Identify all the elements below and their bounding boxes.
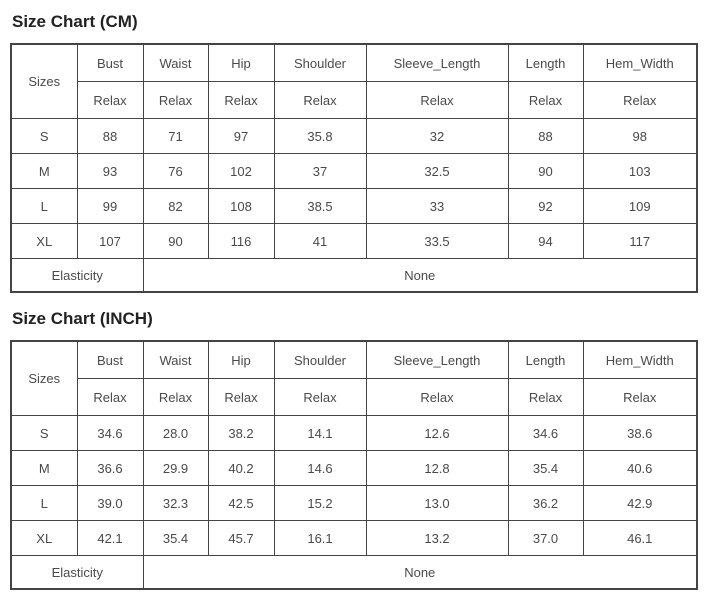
- fit-cell: Relax: [583, 379, 697, 416]
- fit-cell: Relax: [143, 82, 208, 119]
- value-cell: 16.1: [274, 521, 366, 556]
- value-cell: 33.5: [366, 224, 508, 259]
- value-cell: 36.6: [77, 451, 143, 486]
- value-cell: 103: [583, 154, 697, 189]
- value-cell: 116: [208, 224, 274, 259]
- value-cell: 38.2: [208, 416, 274, 451]
- elasticity-value: None: [143, 556, 697, 590]
- elasticity-value: None: [143, 259, 697, 293]
- fit-cell: Relax: [583, 82, 697, 119]
- size-label: S: [11, 119, 77, 154]
- table-row-xl: [11, 521, 697, 556]
- fit-cell: Relax: [366, 82, 508, 119]
- value-cell: 37: [274, 154, 366, 189]
- value-cell: 71: [143, 119, 208, 154]
- value-cell: 107: [77, 224, 143, 259]
- fit-cell: Relax: [366, 379, 508, 416]
- column-header-hip: Hip: [208, 341, 274, 379]
- elasticity-row: [11, 259, 697, 293]
- fit-cell: Relax: [77, 82, 143, 119]
- value-cell: 99: [77, 189, 143, 224]
- value-cell: 46.1: [583, 521, 697, 556]
- value-cell: 82: [143, 189, 208, 224]
- value-cell: 98: [583, 119, 697, 154]
- size-label: M: [11, 451, 77, 486]
- value-cell: 42.9: [583, 486, 697, 521]
- elasticity-row: [11, 556, 697, 590]
- value-cell: 88: [508, 119, 583, 154]
- value-cell: 39.0: [77, 486, 143, 521]
- value-cell: 37.0: [508, 521, 583, 556]
- size-chart-inch-title: Size Chart (INCH): [12, 309, 153, 328]
- fit-cell: Relax: [274, 379, 366, 416]
- value-cell: 38.6: [583, 416, 697, 451]
- value-cell: 12.8: [366, 451, 508, 486]
- header-row: [11, 44, 697, 82]
- value-cell: 40.2: [208, 451, 274, 486]
- size-label: M: [11, 154, 77, 189]
- value-cell: 29.9: [143, 451, 208, 486]
- size-label: L: [11, 486, 77, 521]
- value-cell: 15.2: [274, 486, 366, 521]
- value-cell: 40.6: [583, 451, 697, 486]
- size-chart-inch-section: [10, 309, 696, 590]
- value-cell: 35.4: [508, 451, 583, 486]
- value-cell: 32.5: [366, 154, 508, 189]
- value-cell: 33: [366, 189, 508, 224]
- fit-cell: Relax: [143, 379, 208, 416]
- value-cell: 28.0: [143, 416, 208, 451]
- table-row-xl: [11, 224, 697, 259]
- value-cell: 14.6: [274, 451, 366, 486]
- elasticity-label: Elasticity: [11, 556, 143, 590]
- value-cell: 76: [143, 154, 208, 189]
- column-header-length: Length: [508, 341, 583, 379]
- value-cell: 41: [274, 224, 366, 259]
- value-cell: 14.1: [274, 416, 366, 451]
- value-cell: 45.7: [208, 521, 274, 556]
- column-header-shoulder: Shoulder: [274, 341, 366, 379]
- fit-cell: Relax: [508, 82, 583, 119]
- column-header-sleeve-length: Sleeve_Length: [366, 341, 508, 379]
- value-cell: 109: [583, 189, 697, 224]
- value-cell: 32.3: [143, 486, 208, 521]
- fit-cell: Relax: [208, 82, 274, 119]
- column-header-shoulder: Shoulder: [274, 44, 366, 82]
- value-cell: 42.5: [208, 486, 274, 521]
- table-row-m: [11, 451, 697, 486]
- value-cell: 13.2: [366, 521, 508, 556]
- fit-cell: Relax: [77, 379, 143, 416]
- fit-cell: Relax: [508, 379, 583, 416]
- value-cell: 117: [583, 224, 697, 259]
- value-cell: 90: [508, 154, 583, 189]
- value-cell: 93: [77, 154, 143, 189]
- fit-row: [11, 379, 697, 416]
- value-cell: 88: [77, 119, 143, 154]
- table-row-l: [11, 486, 697, 521]
- value-cell: 38.5: [274, 189, 366, 224]
- column-header-sleeve-length: Sleeve_Length: [366, 44, 508, 82]
- value-cell: 108: [208, 189, 274, 224]
- size-label: L: [11, 189, 77, 224]
- column-header-waist: Waist: [143, 44, 208, 82]
- size-label: S: [11, 416, 77, 451]
- fit-cell: Relax: [274, 82, 366, 119]
- value-cell: 35.4: [143, 521, 208, 556]
- column-header-length: Length: [508, 44, 583, 82]
- value-cell: 90: [143, 224, 208, 259]
- value-cell: 32: [366, 119, 508, 154]
- header-row: [11, 341, 697, 379]
- table-row-l: [11, 189, 697, 224]
- value-cell: 13.0: [366, 486, 508, 521]
- value-cell: 94: [508, 224, 583, 259]
- column-header-hip: Hip: [208, 44, 274, 82]
- fit-cell: Relax: [208, 379, 274, 416]
- value-cell: 34.6: [77, 416, 143, 451]
- table-row-s: [11, 119, 697, 154]
- value-cell: 35.8: [274, 119, 366, 154]
- value-cell: 36.2: [508, 486, 583, 521]
- value-cell: 42.1: [77, 521, 143, 556]
- size-label: XL: [11, 521, 77, 556]
- corner-header-sizes: Sizes: [11, 341, 77, 416]
- value-cell: 34.6: [508, 416, 583, 451]
- size-label: XL: [11, 224, 77, 259]
- column-header-hem-width: Hem_Width: [583, 44, 697, 82]
- value-cell: 92: [508, 189, 583, 224]
- corner-header-sizes: Sizes: [11, 44, 77, 119]
- value-cell: 12.6: [366, 416, 508, 451]
- column-header-bust: Bust: [77, 341, 143, 379]
- column-header-bust: Bust: [77, 44, 143, 82]
- table-row-m: [11, 154, 697, 189]
- size-chart-cm-section: [10, 12, 696, 293]
- fit-row: [11, 82, 697, 119]
- size-chart-cm-title: Size Chart (CM): [12, 12, 138, 31]
- value-cell: 97: [208, 119, 274, 154]
- size-chart-cm-table: [10, 43, 698, 293]
- column-header-hem-width: Hem_Width: [583, 341, 697, 379]
- size-chart-inch-table: [10, 340, 698, 590]
- elasticity-label: Elasticity: [11, 259, 143, 293]
- table-row-s: [11, 416, 697, 451]
- column-header-waist: Waist: [143, 341, 208, 379]
- value-cell: 102: [208, 154, 274, 189]
